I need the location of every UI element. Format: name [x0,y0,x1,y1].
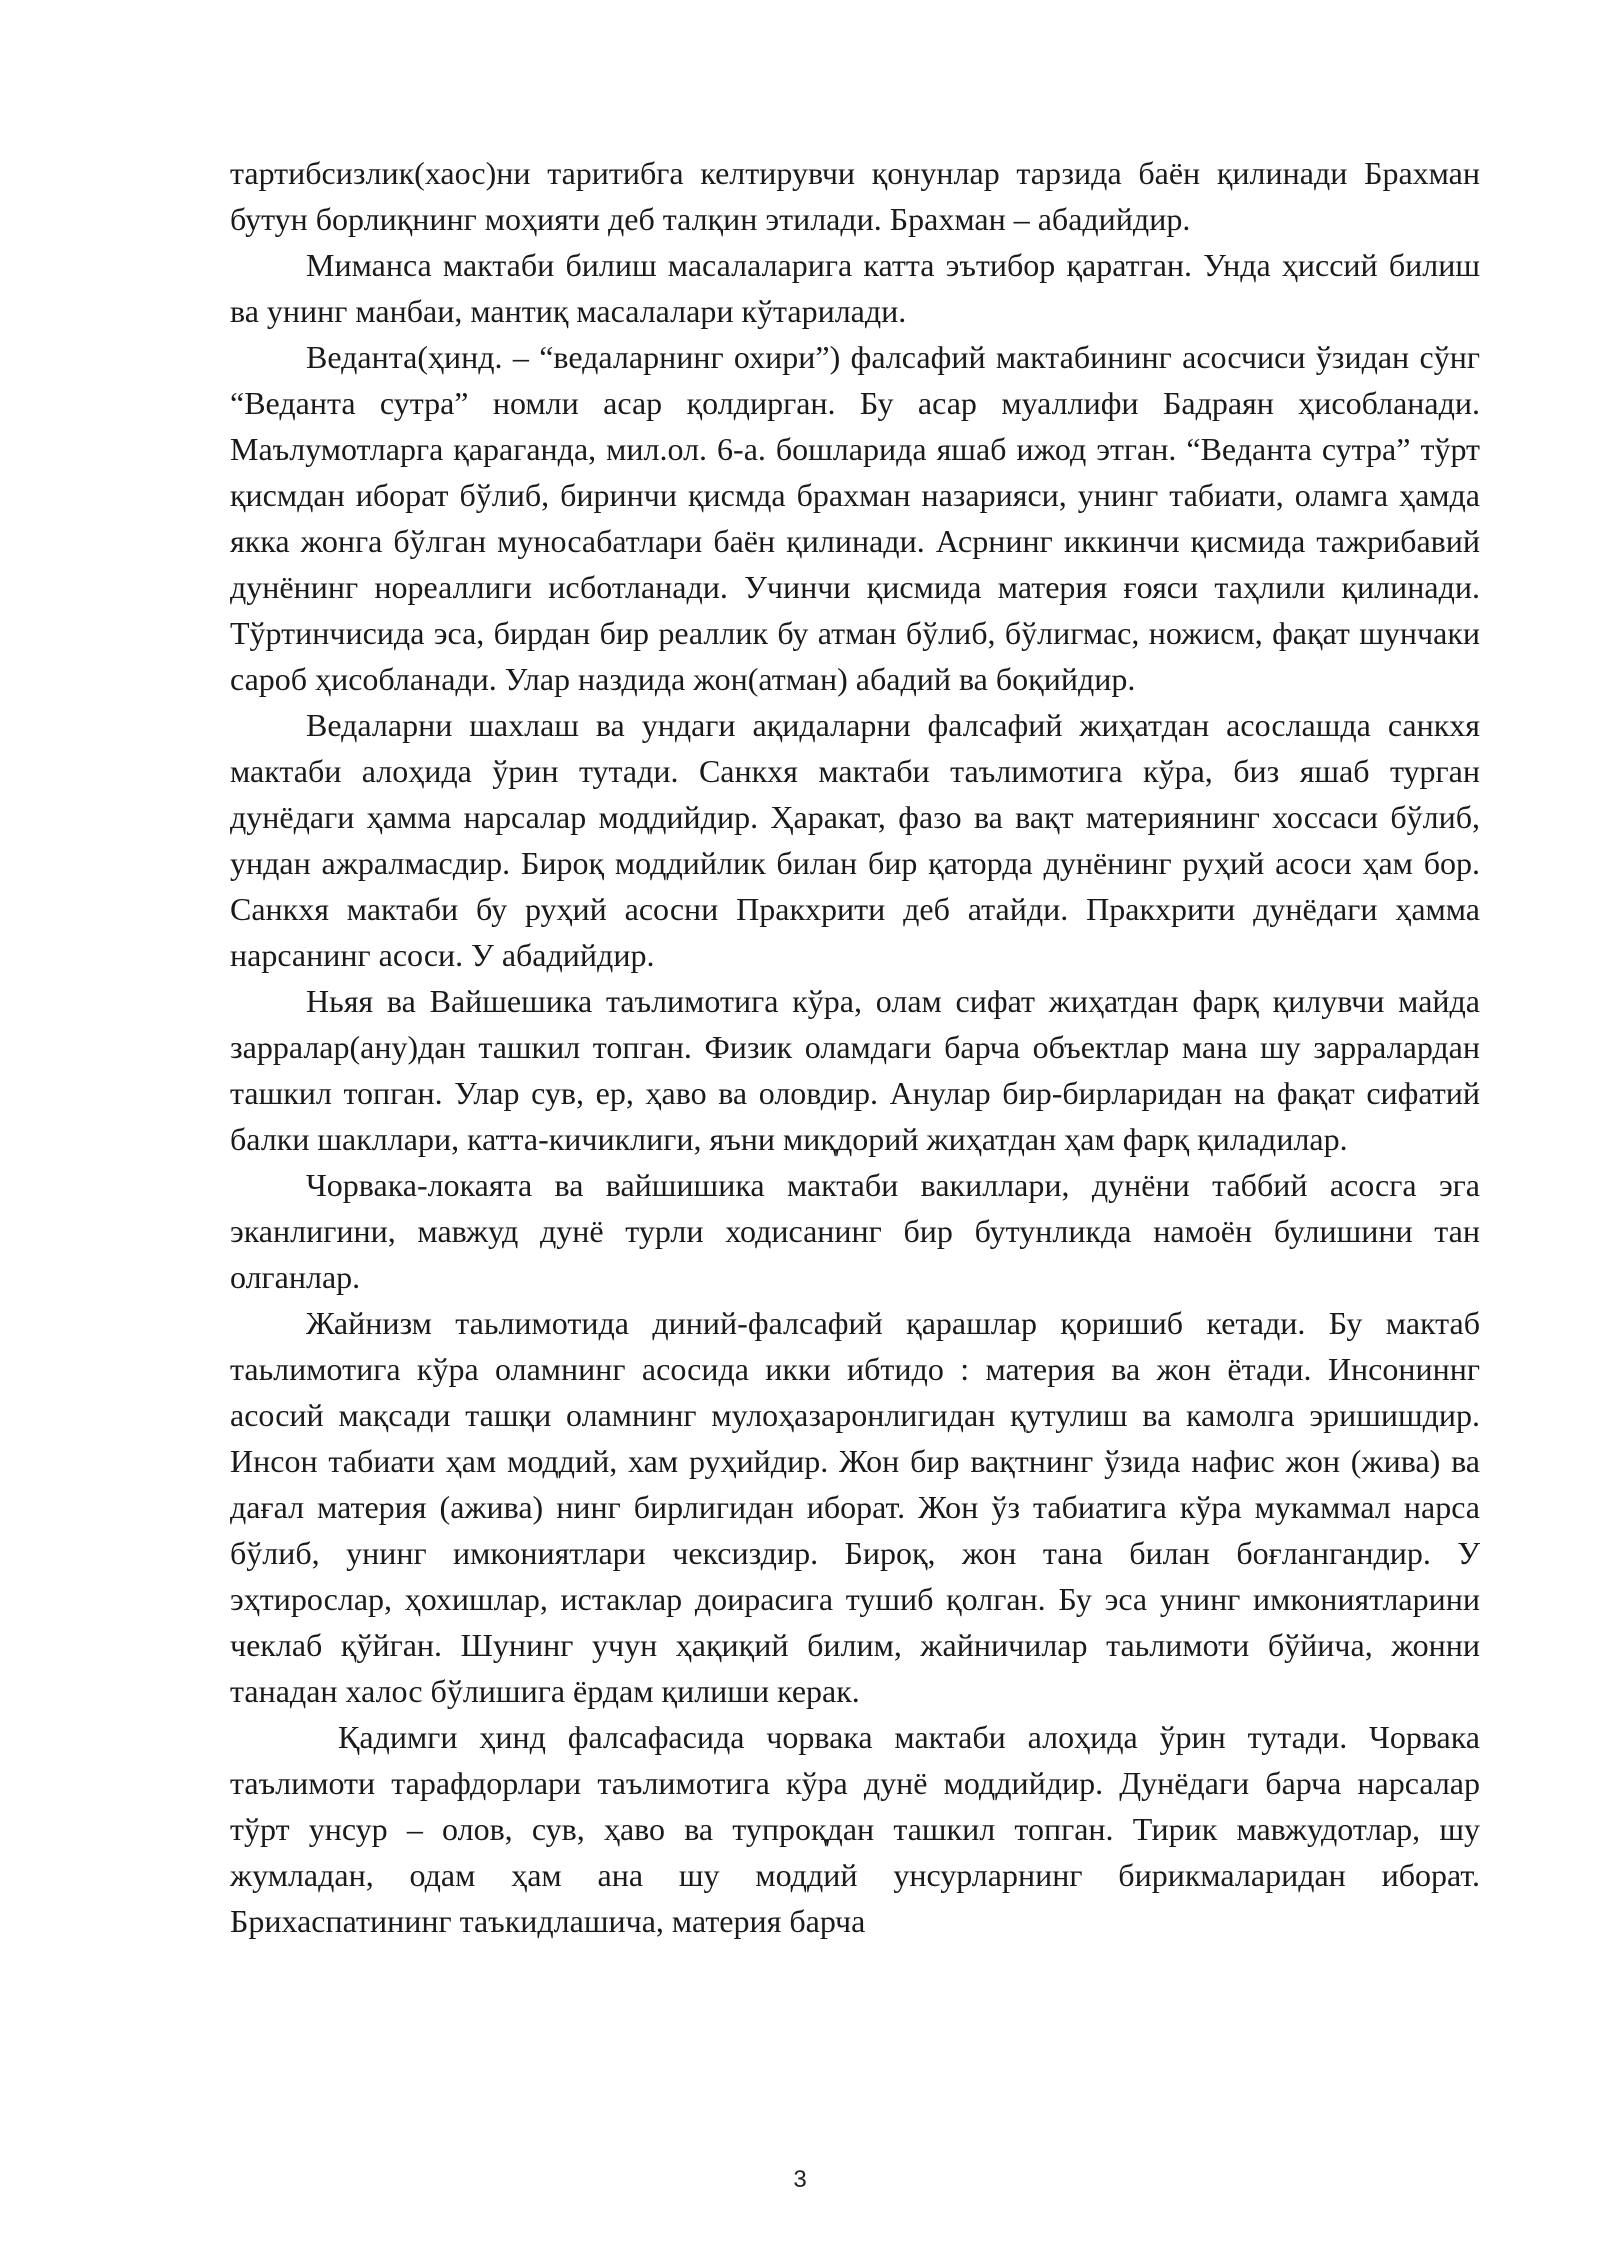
paragraph-nyaya-vaisheshika: Ньяя ва Вайшешика таълимотига кўра, олам сифат жиҳатдан фарқ қилувчи майда зарралар(ану)дан ташкил топган. Физик оламдаги барча объектлар мана шу зарралардан ташкил топган. Улар сув, ер, ҳаво ва оловдир. Анулар бир-бирларидан на фақат сифатий балки шакллари, катта-кичиклиги, яъни миқдорий жиҳатдан ҳам фарқ қиладилар. [230,983,1480,1157]
paragraph-continuation: тартибсизлик(хаос)ни таритибга келтирувчи қонунлар тарзида баён қилинади Брахман бутун борлиқнинг моҳияти деб талқин этилади. Брахман – абадийдир. [230,155,1480,237]
page-number: 3 [793,2166,807,2193]
paragraph-sankhya: Ведаларни шахлаш ва ундаги ақидаларни фалсафий жиҳатдан асослашда санкхя мактаби алоҳида ўрин тутади. Санкхя мактаби таълимотига кўра, биз яшаб турган дунёдаги ҳамма нарсалар моддийдир. Ҳаракат, фазо ва вақт материянинг хоссаси бўлиб, ундан ажралмасдир. Бироқ моддийлик билан бир қаторда дунёнинг руҳий асоси ҳам бор. Санкхя мактаби бу руҳий асосни Пракхрити деб атайди. Пракхрити дунёдаги ҳамма нарсанинг асоси. У абадийдир. [230,707,1480,973]
paragraph-mimansa: Миманса мактаби билиш масалаларига катта эътибор қаратган. Унда ҳиссий билиш ва унинг манбаи, мантиқ масалалари кўтарилади. [230,247,1480,329]
paragraph-vedanta: Веданта(ҳинд. – “ведаларнинг охири”) фалсафий мактабининг асосчиси ўзидан сўнг “Веданта сутра” номли асар қолдирган. Бу асар муаллифи Бадраян ҳисобланади. Маълумотларга қараганда, мил.ол. 6-а. бошларида яшаб ижод этган. “Веданта сутра” тўрт қисмдан иборат бўлиб, биринчи қисмда брахман назарияси, унинг табиати, оламга ҳамда якка жонга бўлган муносабатлари баён қилинади. Асрнинг иккинчи қисмида тажрибавий дунёнинг нореаллиги исботланади. Учинчи қисмида материя ғояси таҳлили қилинади. Тўртинчисида эса, бирдан бир реаллик бу атман бўлиб, бўлигмас, ножисм, фақат шунчаки сароб ҳисобланади. Улар наздида жон(атман) абадий ва боқийдир. [230,339,1480,697]
paragraph-charvaka-lokayata: Чорвака-локаята ва вайшишика мактаби вакиллари, дунёни таббий асосга эга эканлигини, мавжуд дунё турли ходисанинг бир бутунликда намоён булишини тан олганлар. [230,1167,1480,1295]
document-page [230,150,1480,1944]
paragraph-jainism: Жайнизм таьлимотида диний-фалсафий қарашлар қоришиб кетади. Бу мактаб таьлимотига кўра оламнинг асосида икки ибтидо : материя ва жон ётади. Инсониннг асосий мақсади ташқи оламнинг мулоҳазаронлигидан қутулиш ва камолга эришишдир. Инсон табиати ҳам моддий, хам руҳийдир. Жон бир вақтнинг ўзида нафис жон (жива) ва дағал материя (ажива) нинг бирлигидан иборат. Жон ўз табиатига кўра мукаммал нарса бўлиб, унинг имкониятлари чексиздир. Бироқ, жон тана билан боғлангандир. У эҳтирослар, ҳохишлар, истаклар доирасига тушиб қолган. Бу эса унинг имкониятларини чеклаб қўйган. Шунинг учун ҳақиқий билим, жайничилар таьлимоти бўйича, жонни танадан халос бўлишига ёрдам қилиши керак. [230,1305,1480,1709]
paragraph-charvaka: Қадимги ҳинд фалсафасида чорвака мактаби алоҳида ўрин тутади. Чорвака таълимоти тарафдорлари таълимотига кўра дунё моддийдир. Дунёдаги барча нарсалар тўрт унсур – олов, сув, ҳаво ва тупроқдан ташкил топган. Тирик мавжудотлар, шу жумладан, одам ҳам ана шу моддий унсурларнинг бирикмаларидан иборат. Брихаспатининг таъкидлашича, материя барча [230,1719,1480,1939]
